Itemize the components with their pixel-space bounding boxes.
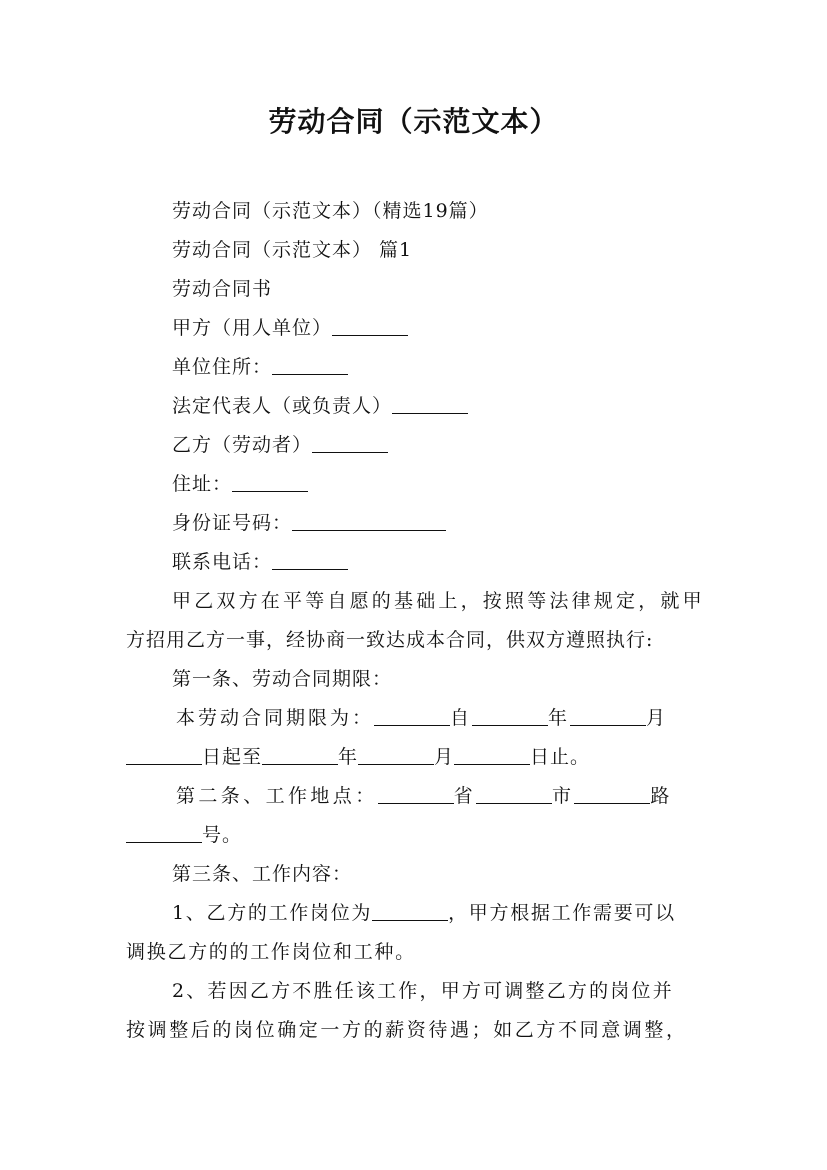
term-start-month-blank[interactable]	[570, 705, 646, 726]
intro-paragraph-line-1: 甲乙双方在平等自愿的基础上，按照等法律规定，就甲	[172, 590, 705, 612]
province-word: 省	[453, 785, 477, 807]
legal-rep-label: 法定代表人（或负责人）	[172, 395, 393, 417]
party-b-field	[172, 432, 388, 458]
address-blank[interactable]	[232, 471, 308, 492]
road-word: 路	[650, 785, 673, 807]
number-blank[interactable]	[126, 822, 202, 843]
unit-address-blank[interactable]	[272, 354, 348, 375]
intro-paragraph-line-2: 方招用乙方一事，经协商一致达成本合同，供双方遵照执行:	[126, 629, 654, 651]
city-blank[interactable]	[476, 783, 552, 804]
subtitle-part: 劳动合同（示范文本） 篇1	[172, 239, 413, 261]
term-from-word: 自	[450, 707, 473, 729]
phone-blank[interactable]	[272, 549, 348, 570]
term-start-blank[interactable]	[374, 705, 450, 726]
term-month-word: 月	[646, 707, 669, 729]
job-position-blank[interactable]	[372, 900, 448, 921]
term-year-word: 年	[548, 707, 571, 729]
article-1-term-line-2	[126, 744, 590, 770]
party-b-blank[interactable]	[312, 432, 388, 453]
party-a-label: 甲方（用人单位）	[172, 317, 333, 339]
article-2-line-2	[126, 822, 242, 848]
term-year2-word: 年	[338, 746, 359, 768]
term-start-day-blank[interactable]	[126, 744, 202, 765]
legal-rep-field	[172, 393, 468, 419]
id-number-blank[interactable]	[292, 510, 446, 531]
document-title: 劳动合同（示范文本）	[268, 105, 559, 138]
party-b-label: 乙方（劳动者）	[172, 434, 313, 456]
term-month2-word: 月	[434, 746, 455, 768]
party-a-blank[interactable]	[332, 315, 408, 336]
article-1-heading: 第一条、劳动合同期限：	[172, 668, 393, 690]
subtitle-collection: 劳动合同（示范文本）（精选19篇）	[172, 200, 489, 222]
article-3-item-2-line-2: 按调整后的岗位确定一方的薪资待遇；如乙方不同意调整，	[126, 1019, 688, 1041]
number-word: 号。	[202, 824, 243, 846]
job-position-rest: ，甲方根据工作需要可以	[448, 902, 676, 924]
term-end-month-blank[interactable]	[358, 744, 434, 765]
city-word: 市	[552, 785, 575, 807]
id-number-field	[172, 510, 446, 536]
job-position-label: 1、乙方的工作岗位为	[172, 902, 373, 924]
term-day-from-word: 日起至	[202, 746, 263, 768]
article-2-prefix: 第二条、工作地点：	[176, 785, 378, 807]
phone-label: 联系电话：	[172, 551, 273, 573]
address-field	[172, 471, 308, 497]
legal-rep-blank[interactable]	[392, 393, 468, 414]
article-1-term-line-1	[176, 705, 668, 731]
term-end-day-blank[interactable]	[454, 744, 530, 765]
term-prefix: 本劳动合同期限为：	[176, 707, 375, 729]
party-a-field	[172, 315, 408, 341]
address-label: 住址：	[172, 473, 233, 495]
article-2-line-1	[176, 783, 673, 809]
article-3-item-2-line-1: 2、若因乙方不胜任该工作，甲方可调整乙方的岗位并	[172, 980, 674, 1002]
article-3-heading: 第三条、工作内容：	[172, 863, 353, 885]
term-start-year-blank[interactable]	[472, 705, 548, 726]
unit-address-label: 单位住所：	[172, 356, 273, 378]
phone-field	[172, 549, 348, 575]
province-blank[interactable]	[378, 783, 454, 804]
unit-address-field	[172, 354, 348, 380]
article-3-item-1-line-1	[172, 900, 676, 926]
article-3-item-1-line-2: 调换乙方的的工作岗位和工种。	[126, 941, 416, 963]
term-end-year-blank[interactable]	[262, 744, 338, 765]
id-number-label: 身份证号码：	[172, 512, 293, 534]
road-blank[interactable]	[574, 783, 650, 804]
term-end-word: 日止。	[530, 746, 591, 768]
contract-heading: 劳动合同书	[172, 278, 273, 300]
